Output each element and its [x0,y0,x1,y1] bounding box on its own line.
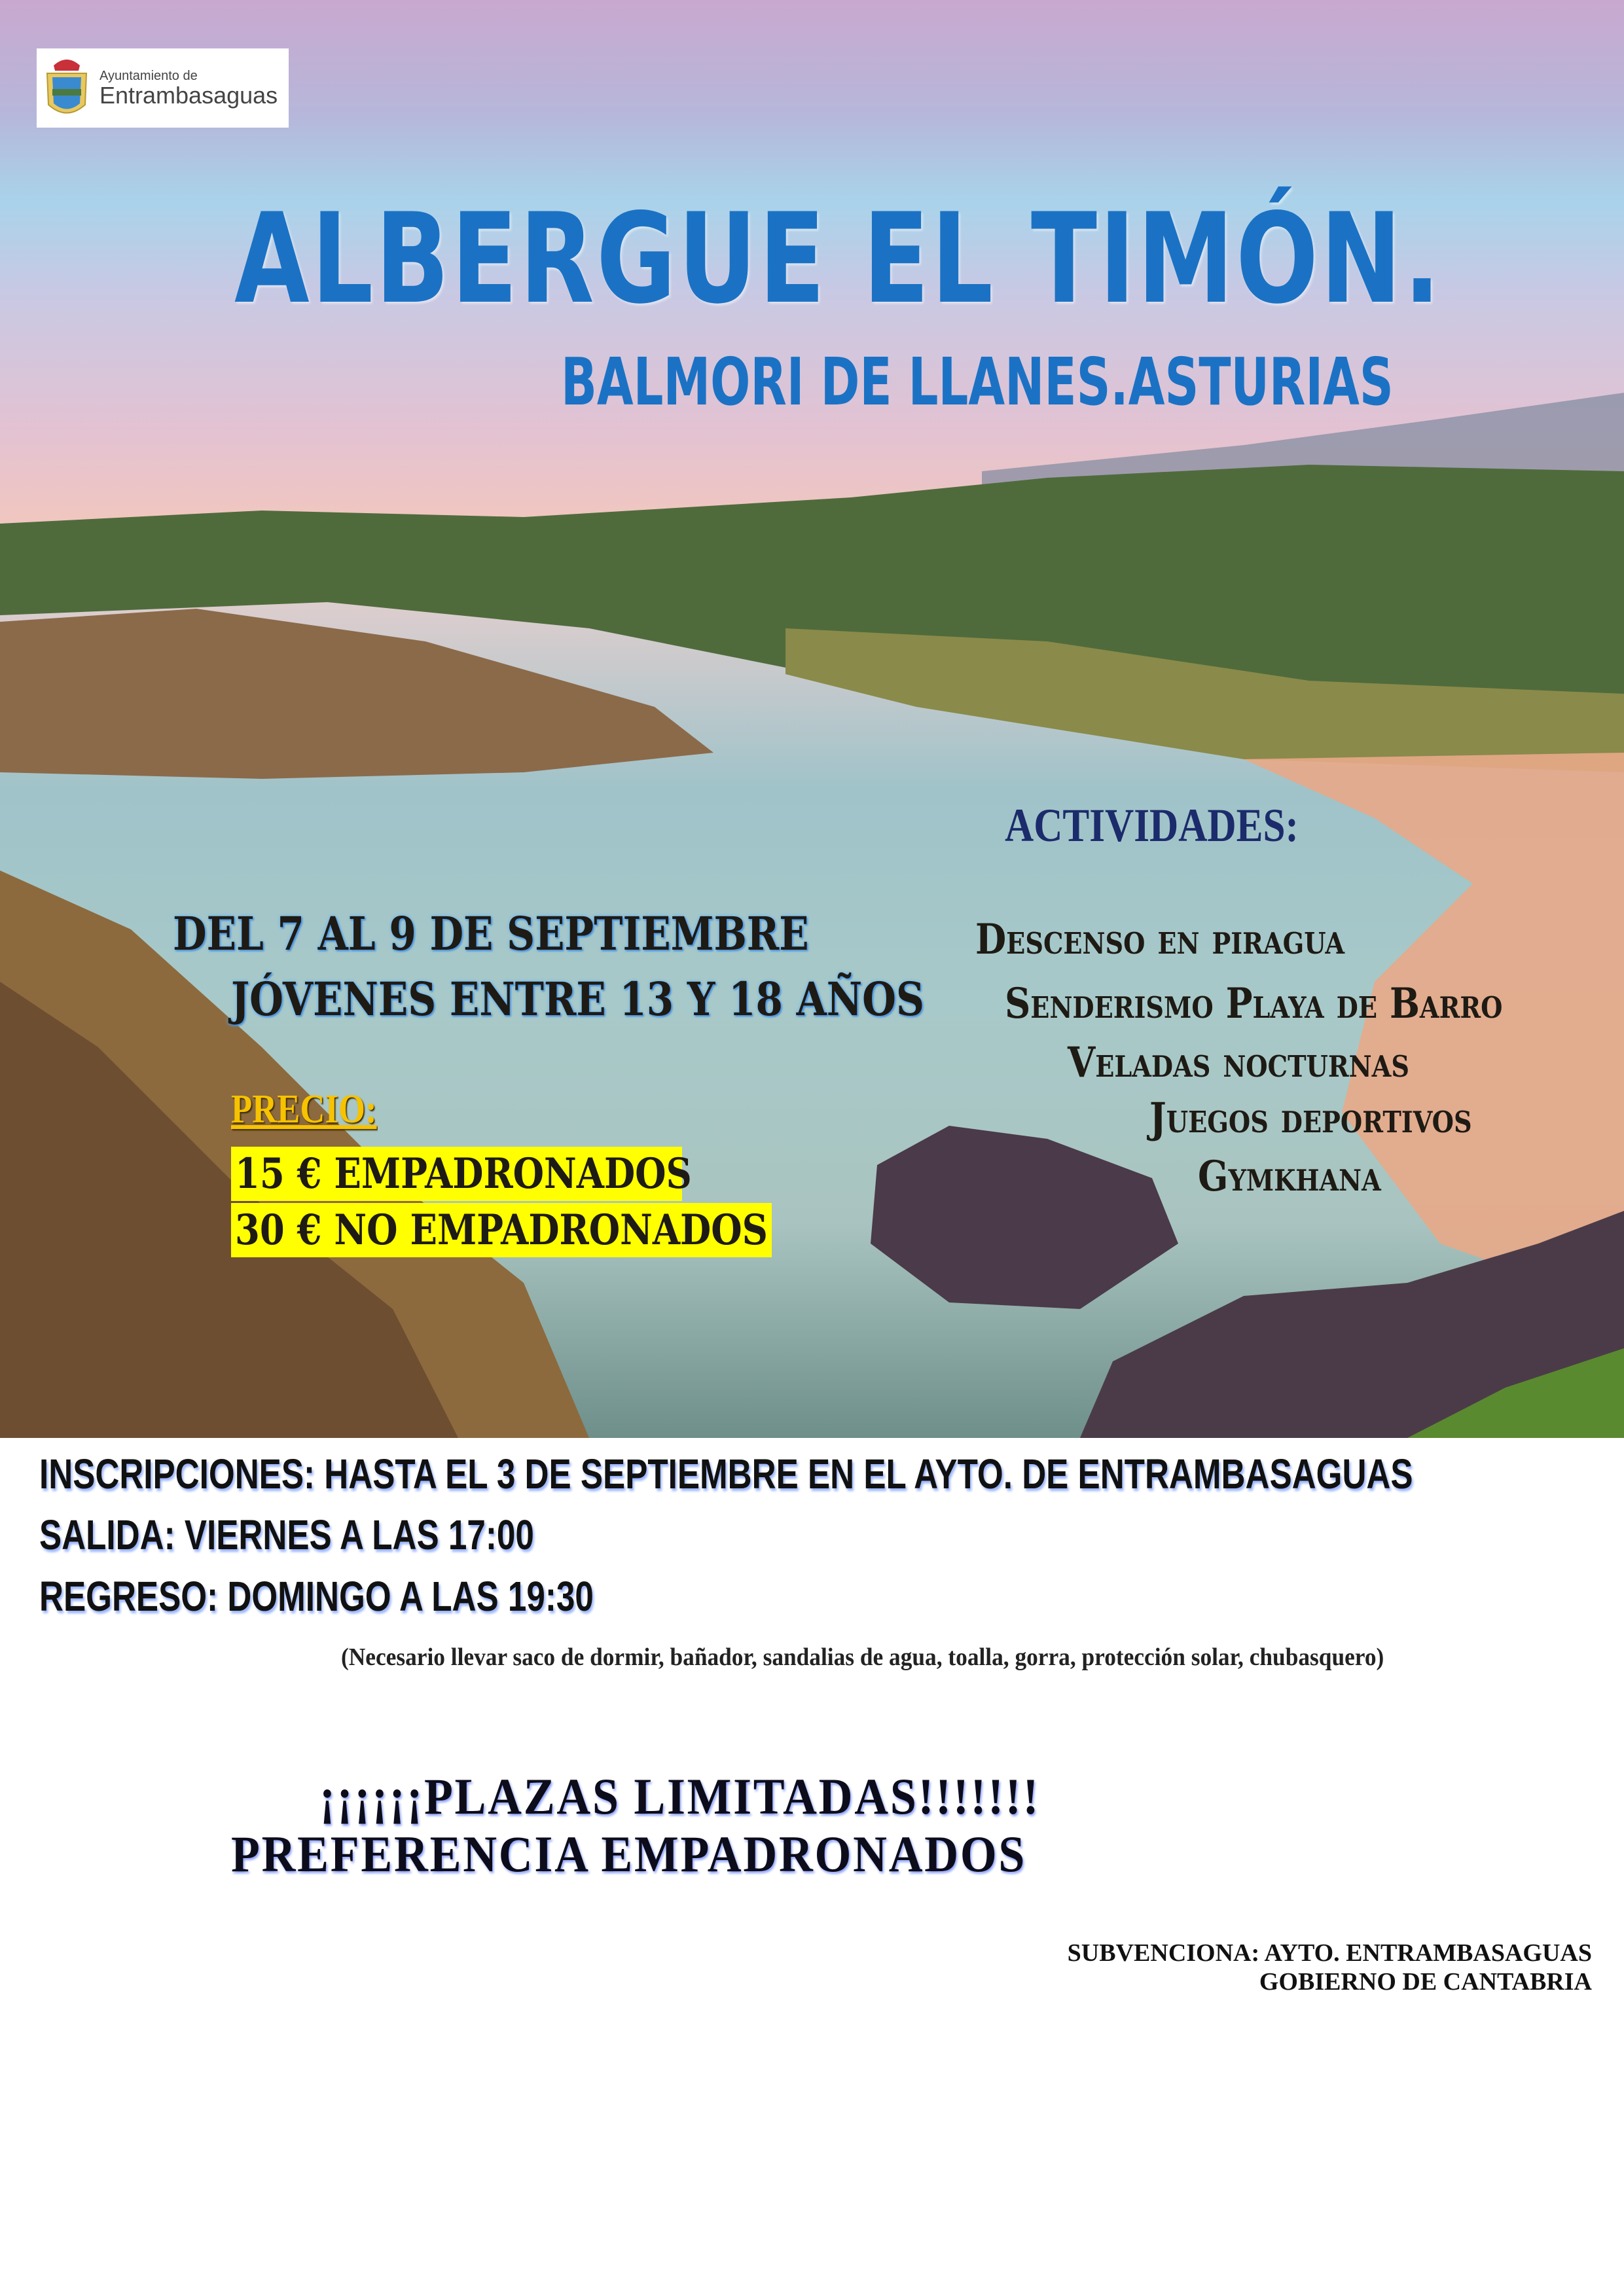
registration-info: INSCRIPCIONES: HASTA EL 3 DE SEPTIEMBRE EN EL AYTO. DE ENTRAMBASAGUAS [39,1450,1413,1498]
price-nonresident-text: 30 € NO EMPADRONADOS [235,1206,768,1255]
ages-text: JÓVENES ENTRE 13 Y 18 AÑOS [231,972,924,1026]
price-nonresident [231,1203,772,1257]
poster-subtitle: BALMORI DE LLANES.ASTURIAS [561,344,1394,420]
activity-item: Gymkhana [1198,1152,1381,1201]
logo-line-2: Entrambasaguas [99,82,278,109]
poster-title: ALBERGUE EL TIMÓN. [234,187,1443,331]
activity-item: Descenso en piragua [975,915,1345,964]
municipality-logo [37,48,289,128]
activities-heading: ACTIVIDADES: [1005,799,1299,852]
departure-info: SALIDA: VIERNES A LAS 17:00 [39,1511,534,1558]
activity-item: Juegos deportivos [1149,1094,1472,1143]
preference-notice: PREFERENCIA EMPADRONADOS [231,1825,1027,1882]
price-label: PRECIO: [231,1087,377,1132]
logo-line-1: Ayuntamiento de [99,69,198,83]
price-resident-text: 15 € EMPADRONADOS [235,1149,692,1198]
coat-of-arms-icon [41,52,93,124]
packing-note: (Necesario llevar saco de dormir, bañador, sandalias de agua, toalla, gorra, protección solar, chubasquero) [341,1643,1384,1671]
activity-item: Senderismo Playa de Barro [1005,979,1503,1028]
sponsor-line-1: SUBVENCIONA: AYTO. ENTRAMBASAGUAS [1067,1939,1592,1967]
limited-places-notice: ¡¡¡¡¡¡PLAZAS LIMITADAS!!!!!!! [319,1768,1041,1825]
return-info: REGRESO: DOMINGO A LAS 19:30 [39,1573,594,1620]
price-resident [231,1147,692,1201]
activity-item: Veladas nocturnas [1068,1038,1409,1087]
sponsor-line-2: GOBIERNO DE CANTABRIA [1259,1968,1592,1996]
dates-text: DEL 7 AL 9 DE SEPTIEMBRE [173,906,809,961]
